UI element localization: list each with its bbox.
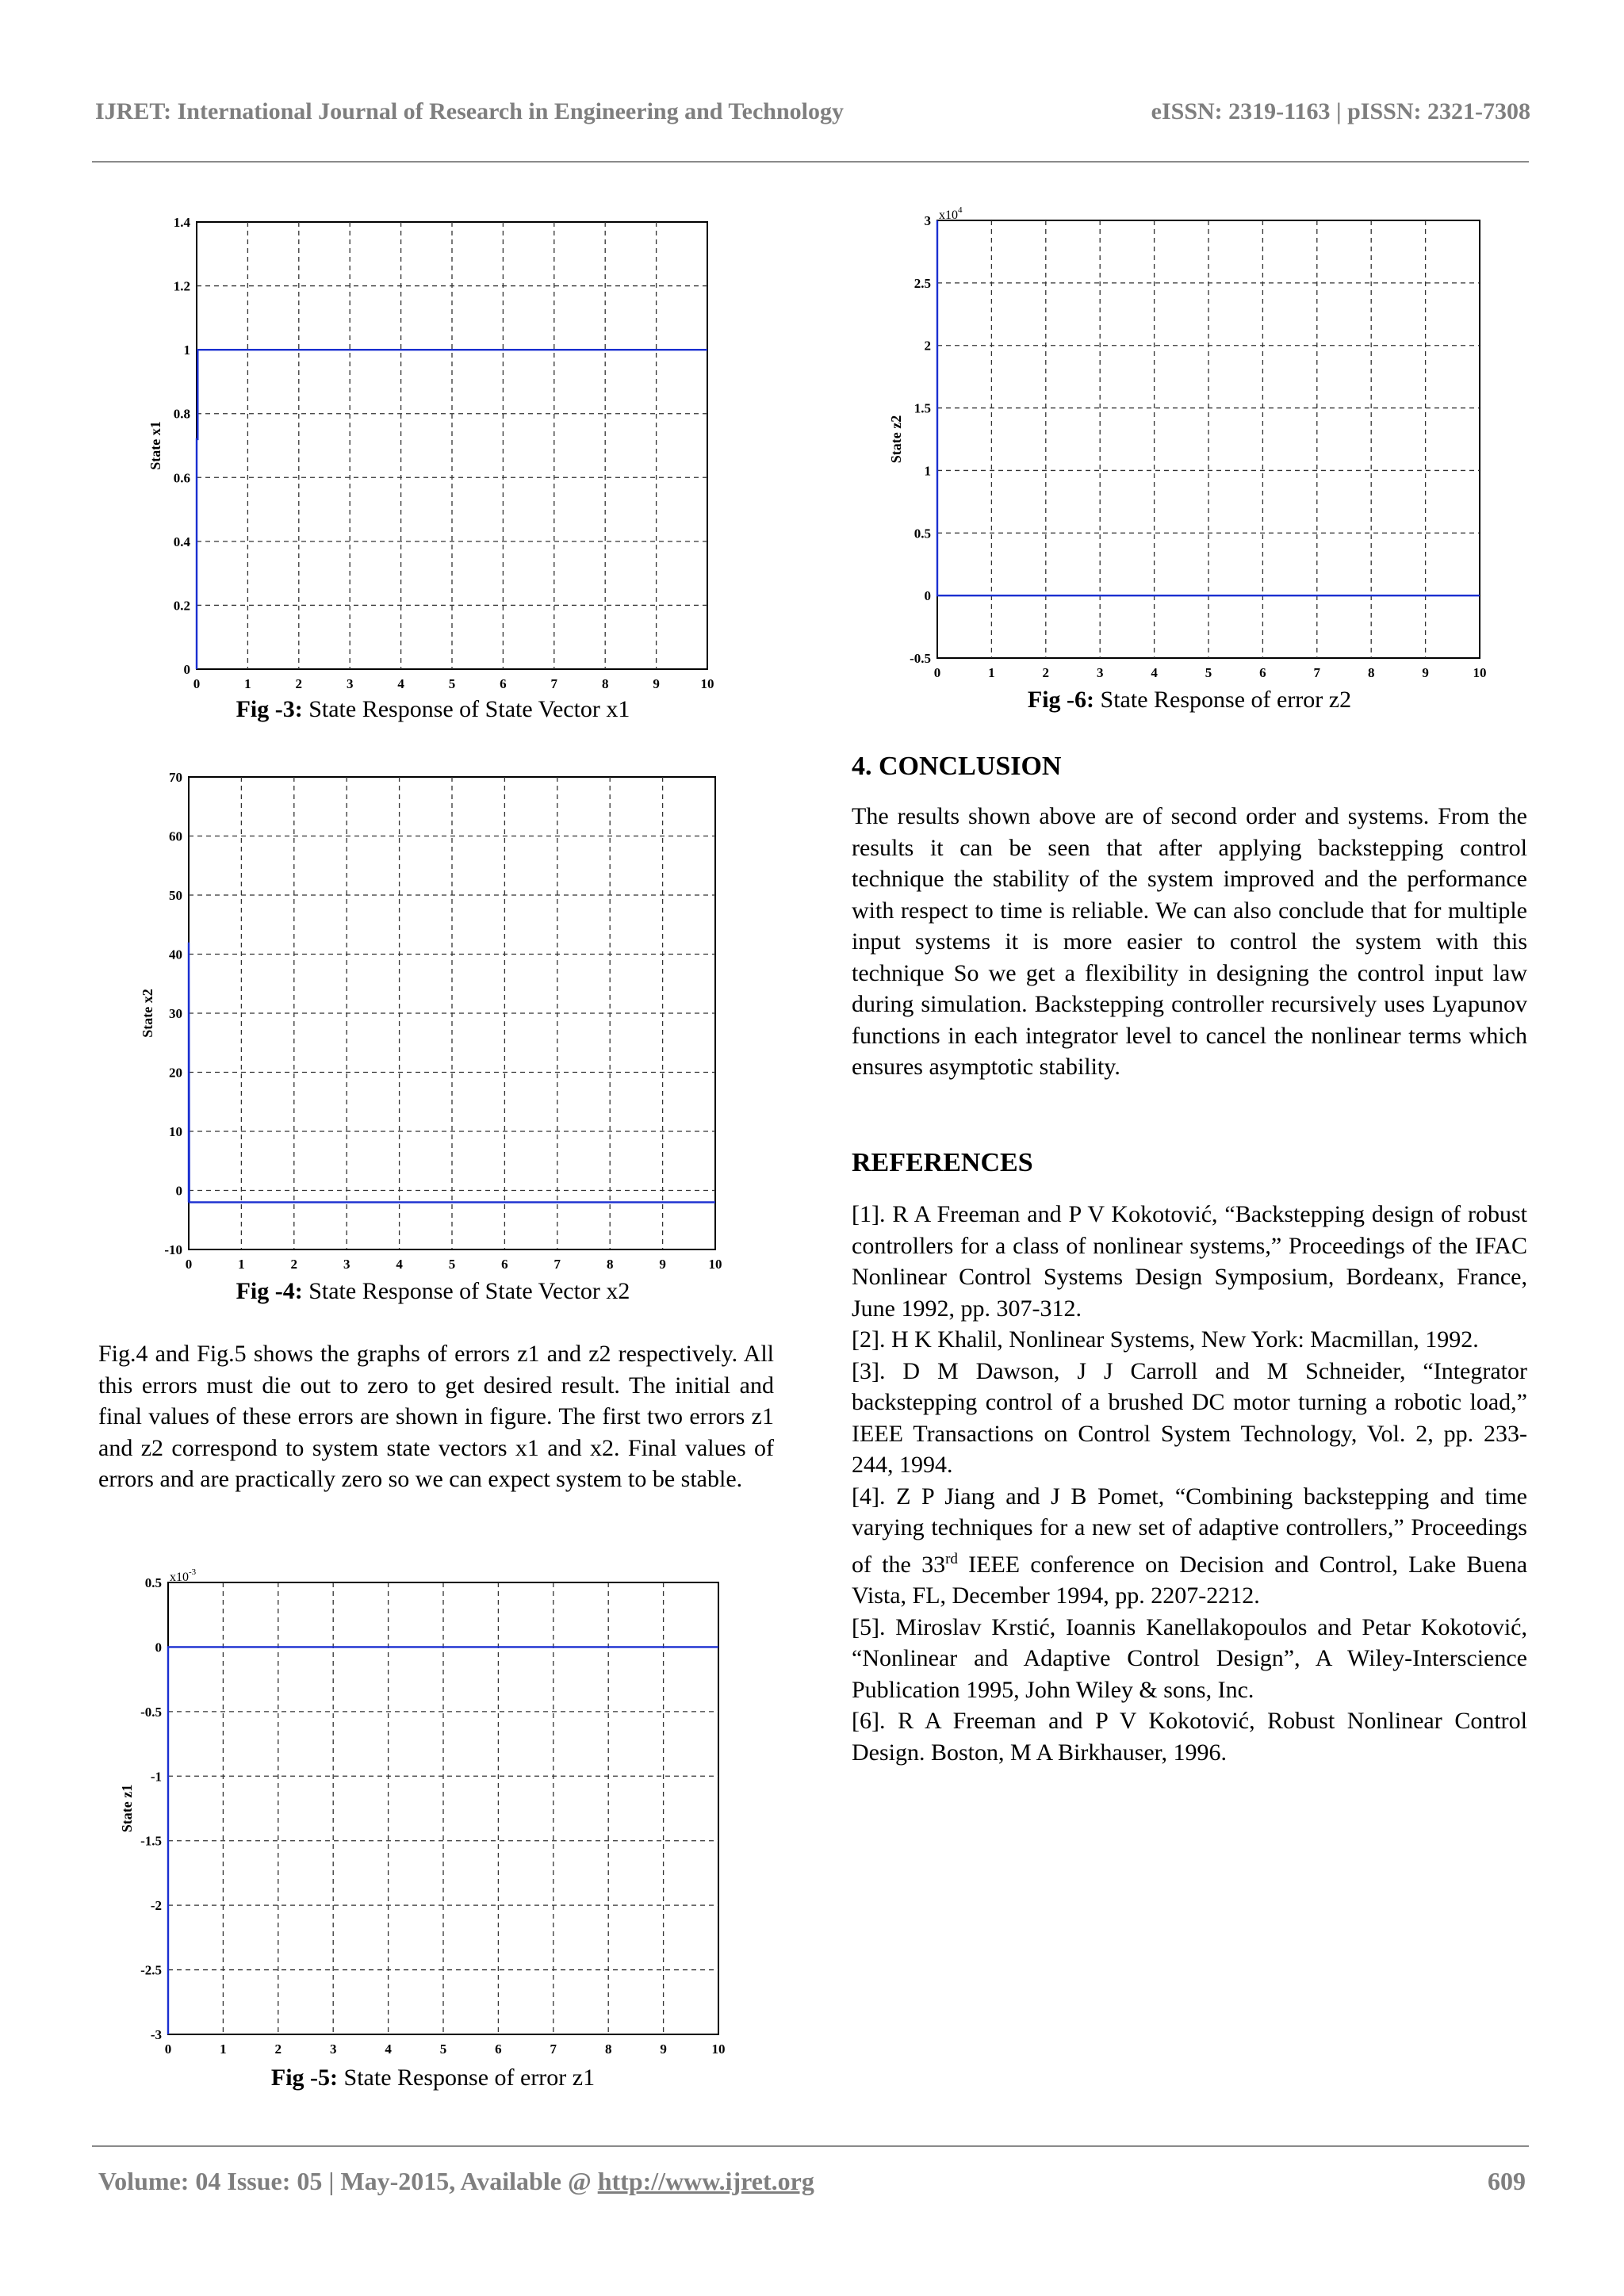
page-footer	[98, 2167, 1526, 2196]
fig4-caption	[140, 1278, 726, 1305]
fig5-caption-label: Fig -5:	[270, 2064, 339, 2091]
x-tick-label: 7	[550, 2042, 557, 2057]
y-axis-label: State x1	[147, 421, 163, 470]
fig4-caption-text: State Response of State Vector x2	[302, 1278, 630, 1304]
x-tick-label: 0	[933, 665, 941, 680]
fig5-caption	[140, 2064, 726, 2091]
fig4-chart	[140, 763, 726, 1278]
x-tick-label: 4	[1151, 665, 1158, 680]
x-tick-label: 5	[448, 676, 456, 691]
journal-link[interactable]: http://www.ijret.org	[597, 2167, 814, 2195]
x-tick-label: 6	[1259, 665, 1266, 680]
y-tick-label: -10	[164, 1242, 182, 1257]
x-tick-label: 1	[220, 2042, 227, 2057]
x-tick-label: 9	[653, 676, 660, 691]
fig5-caption-text: State Response of error z1	[338, 2064, 596, 2091]
fig6-chart	[888, 206, 1491, 687]
y-tick-label: 2	[924, 338, 931, 354]
x-tick-label: 4	[385, 2042, 392, 2057]
y-tick-label: 0	[924, 588, 931, 604]
x-tick-label: 5	[448, 1257, 456, 1272]
reference-item: [5]. Miroslav Krstić, Ioannis Kanellakopoulos and Petar Kokotović, “Nonlinear and Adaptive Control Design”, A Wiley-Interscience Publication 1995, John Wiley & sons, Inc.	[852, 1613, 1527, 1703]
x-tick-label: 5	[439, 2042, 447, 2057]
reference-item: [1]. R A Freeman and P V Kokotović, “Backstepping design of robust controllers for a class of nonlinear systems,” Proceedings of the IFAC Nonlinear Control Systems Design Symposium, Bordeanx, France, June 1992, pp. 307-312.	[852, 1201, 1527, 1322]
y-axis-label: State x2	[140, 989, 155, 1038]
y-tick-label: 0.2	[173, 598, 190, 614]
x-tick-label: 7	[550, 676, 558, 691]
issn: eISSN: 2319-1163 | pISSN: 2321-7308	[1151, 98, 1530, 124]
x-tick-label: 10	[711, 2042, 726, 2057]
fig6-caption-label: Fig -6:	[1027, 687, 1095, 713]
reference-item: [2]. H K Khalil, Nonlinear Systems, New York: Macmillan, 1992.	[852, 1326, 1479, 1353]
x-tick-label: 3	[329, 2042, 337, 2057]
reference-item	[852, 1481, 1527, 1612]
y-tick-label: 70	[169, 770, 182, 785]
y-tick-label: -3	[150, 2027, 162, 2042]
x-tick-label: 9	[660, 2042, 667, 2057]
fig5-chart	[119, 1568, 730, 2063]
fig3-caption	[147, 696, 718, 723]
x-tick-label: 6	[495, 2042, 502, 2057]
fig6-caption-text: State Response of error z2	[1094, 687, 1352, 713]
x-tick-label: 1	[988, 665, 995, 680]
fig3-chart	[147, 208, 718, 698]
y-tick-label: 50	[169, 888, 182, 903]
x-tick-label: 8	[601, 676, 609, 691]
y-tick-label: 40	[169, 947, 182, 962]
y-tick-label: 60	[169, 828, 182, 844]
y-tick-label: 0	[175, 1183, 182, 1199]
references-heading: REFERENCES	[852, 1148, 1033, 1177]
conclusion-heading: 4. CONCLUSION	[852, 752, 1062, 781]
footer-volume	[98, 2167, 814, 2196]
y-tick-label: 1	[924, 463, 931, 479]
y-tick-label: -0.5	[910, 651, 931, 666]
y-tick-label: 0.4	[173, 534, 190, 549]
page-header	[95, 98, 1530, 125]
x-tick-label: 2	[1042, 665, 1050, 680]
y-tick-label: 0.6	[173, 470, 190, 486]
footer-rule	[92, 2145, 1529, 2147]
fig3-caption-label: Fig -3:	[236, 696, 303, 722]
x-tick-label: 8	[606, 1257, 614, 1272]
body-paragraph: Fig.4 and Fig.5 shows the graphs of errors z1 and z2 respectively. All this errors must die out to zero to get desired result. The initial and final values of these errors are shown in figure. The first two errors z1 and z2 correspond to system state vectors x1 and x2. Final values of errors and are practically zero so we can expect system to be stable.	[98, 1341, 774, 1492]
x-tick-label: 7	[553, 1257, 561, 1272]
fig4-caption-label: Fig -4:	[236, 1278, 303, 1304]
reference-4-text-after: IEEE conference on Decision and Control, Lake Buena Vista, FL, December 1994, pp. 2207-2212.	[852, 1551, 1528, 1609]
x-tick-label: 3	[346, 676, 354, 691]
x-tick-label: 4	[396, 1257, 403, 1272]
x-tick-label: 6	[500, 676, 507, 691]
y-axis-label: State z2	[888, 415, 904, 464]
x-tick-label: 8	[1367, 665, 1375, 680]
x-tick-label: 9	[659, 1257, 666, 1272]
y-tick-label: 0.5	[144, 1575, 162, 1590]
y-tick-label: 20	[169, 1065, 182, 1081]
x-tick-label: 10	[1473, 665, 1487, 680]
x-tick-label: 9	[1422, 665, 1429, 680]
y-tick-label: 30	[169, 1006, 182, 1021]
x-tick-label: 0	[164, 2042, 172, 2057]
y-tick-label: 1	[183, 342, 190, 358]
x-tick-label: 5	[1205, 665, 1212, 680]
axis-multiplier-exponent: 4	[958, 206, 963, 215]
page-number: 609	[1488, 2167, 1526, 2195]
axis-multiplier: $x10^{-3}$	[170, 1568, 197, 1584]
reference-item: [6]. R A Freeman and P V Kokotović, Robust Nonlinear Control Design. Boston, M A Birkhauser, 1996.	[852, 1708, 1527, 1766]
y-tick-label: 0	[183, 662, 190, 677]
plot-frame	[197, 222, 707, 669]
y-tick-label: -2	[150, 1898, 162, 1914]
y-tick-label: 1.5	[914, 400, 931, 416]
x-tick-label: 2	[290, 1257, 298, 1272]
references-list	[852, 1199, 1527, 1768]
y-tick-label: 0.5	[914, 526, 931, 541]
reference-item: [3]. D M Dawson, J J Carroll and M Schneider, “Integrator backstepping control of a brushed DC motor turning a robotic load,” IEEE Transactions on Control System Technology, Vol. 2, pp. 233-244, 1994.	[852, 1357, 1527, 1478]
y-tick-label: -2.5	[140, 1962, 162, 1978]
y-tick-label: -1.5	[140, 1833, 162, 1849]
axis-multiplier-exponent: -3	[189, 1568, 197, 1577]
x-tick-label: 0	[193, 676, 201, 691]
x-tick-label: 2	[295, 676, 303, 691]
y-tick-label: -1	[150, 1769, 162, 1785]
journal-title: IJRET: International Journal of Research in Engineering and Technology	[95, 98, 845, 124]
y-tick-label: 2.5	[914, 275, 931, 291]
x-tick-label: 8	[604, 2042, 612, 2057]
x-tick-label: 1	[244, 676, 251, 691]
x-tick-label: 4	[397, 676, 404, 691]
y-tick-label: 1.4	[173, 215, 190, 230]
y-axis-label: State z1	[119, 1784, 135, 1833]
y-tick-label: 0	[155, 1640, 162, 1655]
x-tick-label: 3	[343, 1257, 350, 1272]
x-tick-label: 3	[1096, 665, 1104, 680]
x-tick-label: 10	[708, 1257, 722, 1272]
y-tick-label: -0.5	[140, 1704, 162, 1720]
fig3-caption-text: State Response of State Vector x1	[302, 696, 630, 722]
footer-volume-text: Volume: 04 Issue: 05 | May-2015, Available @	[98, 2167, 598, 2195]
x-tick-label: 2	[274, 2042, 282, 2057]
x-tick-label: 0	[185, 1257, 193, 1272]
x-tick-label: 7	[1313, 665, 1321, 680]
y-tick-label: 3	[924, 213, 931, 228]
y-tick-label: 0.8	[173, 406, 190, 422]
axis-multiplier: $x10^4$	[939, 206, 963, 222]
y-tick-label: 1.2	[173, 278, 190, 294]
x-tick-label: 6	[501, 1257, 508, 1272]
reference-4-text-before: [4]. Z P Jiang and J B Pomet, “Combining backstepping and time varying techniques for a new set of adaptive controllers,” Proceedings of the 33	[852, 1483, 1527, 1578]
x-tick-label: 1	[238, 1257, 245, 1272]
conclusion-paragraph: The results shown above are of second order and systems. From the results it can be seen that after applying backstepping control technique the stability of the system improved and the performance with respect to time is reliable. We can also conclude that for multiple input systems it is more easier to control the system with this technique So we get a flexibility in designing the control input law during simulation. Backstepping controller recursively uses Lyapunov functions in each integrator level to cancel the nonlinear terms which ensures asymptotic stability.	[852, 803, 1527, 1080]
x-tick-label: 10	[700, 676, 714, 691]
y-tick-label: 10	[169, 1124, 182, 1139]
header-rule	[92, 161, 1529, 163]
fig6-caption	[904, 687, 1475, 714]
reference-4-superscript: rd	[945, 1550, 958, 1567]
